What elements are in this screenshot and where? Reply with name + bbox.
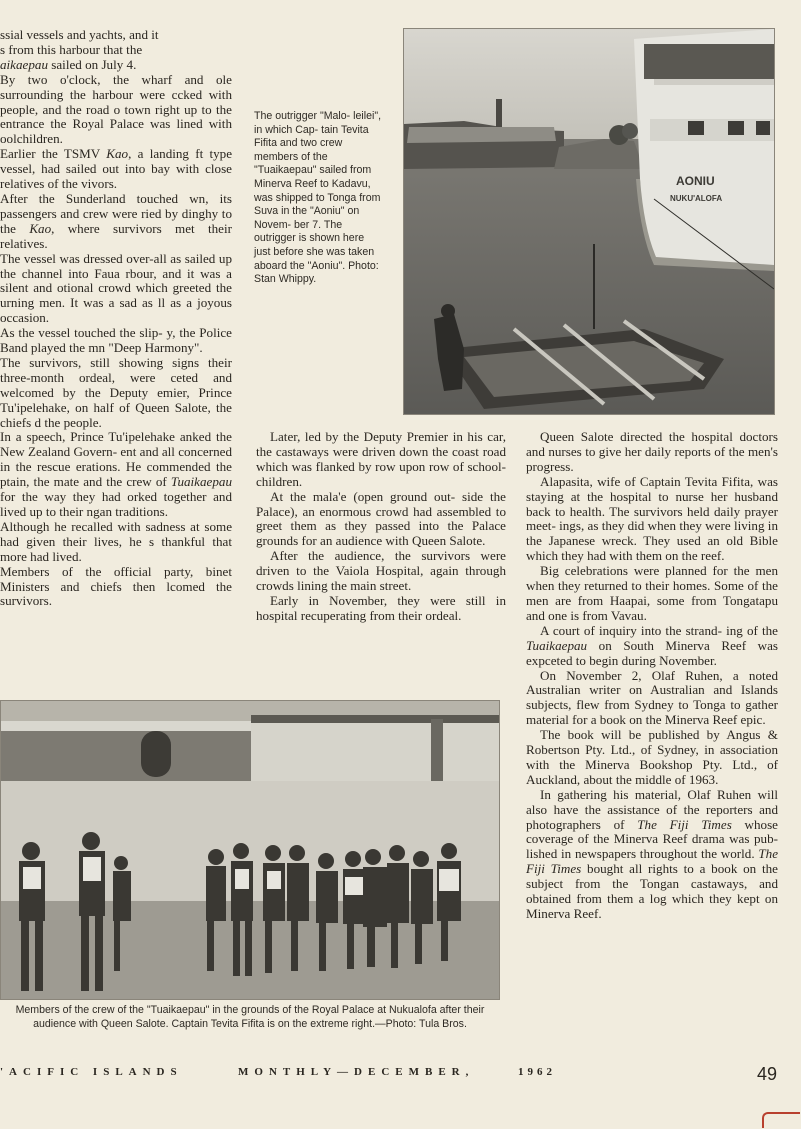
corner-pen-mark <box>762 1112 800 1128</box>
paragraph: aikaepau sailed on July 4. <box>0 56 137 72</box>
article-column-right <box>526 430 778 922</box>
photo-outrigger-and-ship <box>403 28 775 415</box>
ship-port-label: NUKU'ALOFA <box>670 194 723 203</box>
footer-issue-month: MONTHLY—DECEMBER, <box>238 1066 475 1078</box>
footer-publication: 'ACIFIC ISLANDS <box>0 1066 183 1078</box>
vessel-name: Kao <box>106 146 129 162</box>
photo-outrigger-image <box>404 29 774 414</box>
paragraph: After the audience, the survivors were driven to the Vaiola Hospital, again through crowds lining the main street. <box>256 548 506 594</box>
page-number: 49 <box>757 1064 778 1084</box>
article-column-left <box>0 28 232 609</box>
paragraph: Queen Salote directed the hospital doctors and nurses to give her daily reports of the men's progress. <box>526 429 778 474</box>
photo-caption-crew: Members of the crew of the "Tuaikaepau" in the grounds of the Royal Palace at Nukualofa after their audience with Queen Salote. Captain Tevita Fifita is on the extreme right.—Photo: Tula Bros. <box>15 1004 485 1030</box>
paragraph: The vessel was dressed over-all as sailed up the channel into Faua rbour, and it was a silent and otional crowd which greeted the urning men. It was a sad as ll as a joyous occasion. <box>0 250 232 326</box>
paragraph: s from this harbour that the <box>0 41 143 57</box>
paragraph: As the vessel touched the slip- y, the Police Band played the mn "Deep Harmony". <box>0 325 232 356</box>
paragraph: At the mala'e (open ground out- side the Palace), an enormous crowd had assembled to greet them as they passed into the Palace grounds for an audience with Queen Salote. <box>256 488 506 549</box>
footer-issue-year: 1962 <box>518 1066 556 1078</box>
paragraph: After the Sunderland touched wn, its passengers and crew were ried by dinghy to the Kao, where survivors met their relatives. <box>0 190 232 251</box>
paragraph: By two o'clock, the wharf and ole surrounding the harbour were ccked with people, and the road o town right up to the entrance the Royal Palace was lined with oolchildren. <box>0 71 232 147</box>
paragraph: Big celebrations were planned for the men when they returned to their homes. Some of the men are from Haapai, some from Tongatapu and one is from Vavau. <box>526 563 778 623</box>
vessel-name: aikaepau <box>0 56 48 72</box>
vessel-name: Kao <box>29 220 52 236</box>
paragraph: Later, led by the Deputy Premier in his car, the castaways were driven down the coast road which was flanked by row upon row of school- children. <box>256 429 506 489</box>
paragraph: In gathering his material, Olaf Ruhen will also have the assistance of the reporters and photographers of The Fiji Times whose coverage of the Minerva Reef drama was pub- lished in newspapers throughout the world. The Fiji Times bought all rights to a book on the subject from the Tongan castaways, and obtained from them a log which they kept on Minerva Reef. <box>526 786 778 921</box>
ship-name-label: AONIU <box>676 174 715 188</box>
paragraph: A court of inquiry into the strand- ing of the Tuaikaepau on South Minerva Reef was expceted to begin during November. <box>526 622 778 668</box>
paragraph: The book will be published by Angus & Robertson Pty. Ltd., of Sydney, in association with the Minerva Bookshop Pty. Ltd., of Auckland, about the middle of 1963. <box>526 727 778 787</box>
paragraph: Alapasita, wife of Captain Tevita Fifita, was staying at the hospital to nurse her husband back to health. The survivors held daily prayer meet- ings, as they did when they were living in the Japanese wreck. They used an old Bible which they had with them on the reef. <box>526 473 778 564</box>
newspaper-name: The Fiji Times <box>637 816 732 832</box>
photo-crew-palace <box>0 700 500 1000</box>
paragraph: Members of the official party, binet Ministers and chiefs then lcomed the survivors. <box>0 563 232 609</box>
paragraph: The survivors, still showing signs their three-month ordeal, were ceted and welcomed by the Deputy emier, Prince Tu'ipelehake, on half of Queen Salote, the chiefs d the people. <box>0 354 232 430</box>
paragraph: In a speech, Prince Tu'ipelehake anked the New Zealand Govern- ent and all concerned in the rescue erations. He commended the ptain, the mate and the crew of Tuaikaepau for the way they had orked together and lived up to their ngan traditions. <box>0 429 232 519</box>
newspaper-name: The Fiji Times <box>526 846 778 877</box>
photo-crew-image <box>1 701 499 999</box>
article-column-middle <box>256 430 506 624</box>
paragraph: Earlier the TSMV Kao, a landing ft type vessel, had sailed out into bay with close relatives of the vivors. <box>0 146 233 192</box>
vessel-name: Tuaikaepau <box>170 474 232 490</box>
paragraph: ssial vessels and yachts, and it <box>0 27 159 42</box>
paragraph: Early in November, they were still in hospital recuperating from their ordeal. <box>256 592 506 623</box>
paragraph: On November 2, Olaf Ruhen, a noted Australian writer on Australian and Islands subjects, flew from Sydney to Tonga to gather material for a book on the Minerva Reef epic. <box>526 667 778 728</box>
paragraph: Although he recalled with sadness at some had given their lives, he s thankful that more had lived. <box>0 518 232 564</box>
photo-caption-outrigger: The outrigger "Malo- leilei", in which Cap- tain Tevita Fifita and two crew members of the "Tuaikaepau" sailed from Minerva Reef to Kadavu, was shipped to Tonga from Suva in the "Aoniu" on Novem- ber 7. The outrigger is shown here just before she was taken aboard the "Aoniu". Photo: Stan Whippy. <box>254 110 382 286</box>
vessel-name: Tuaikaepau <box>526 637 588 653</box>
